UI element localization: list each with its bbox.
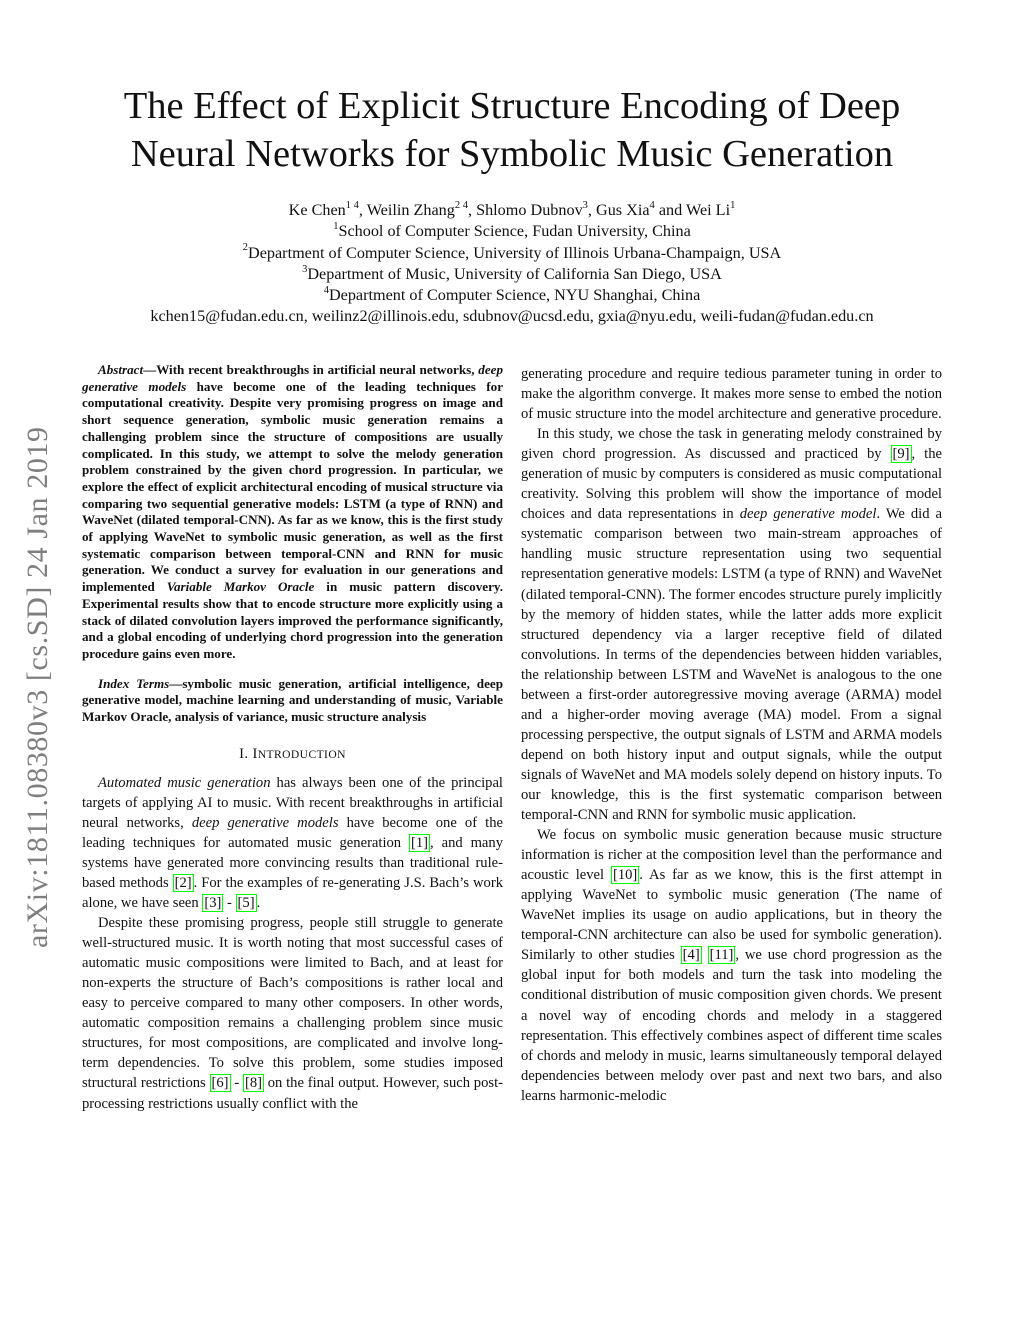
affil-text: Department of Computer Science, University of Illinois Urbana-Champaign, USA [248, 243, 782, 262]
intro-paragraph-1 [82, 773, 503, 913]
body-text [702, 947, 708, 963]
author-name: Ke Chen [288, 201, 346, 219]
section-heading-introduction [82, 744, 503, 765]
author-block [0, 200, 1024, 328]
title-line-2: Neural Networks for Symbolic Music Generation [130, 133, 894, 175]
title-line-1: The Effect of Explicit Structure Encoding of Deep [123, 85, 901, 127]
abstract-paragraph [82, 362, 503, 663]
right-paragraph-1 [521, 424, 942, 825]
abstract-label: Abstract [98, 362, 144, 377]
author-list [0, 200, 1024, 221]
separator: , [358, 201, 367, 219]
citation-link[interactable]: [10] [612, 867, 638, 884]
citation-link[interactable]: [11] [709, 947, 734, 964]
abstract-emphasis: deep generative models [82, 362, 503, 394]
affiliation-4 [0, 285, 1024, 306]
affil-text: Department of Music, University of California San Diego, USA [307, 264, 722, 283]
body-text: - [230, 1075, 243, 1092]
affil-mark: 1 [333, 220, 339, 232]
abstract-emphasis: Variable Markov Oracle [166, 579, 315, 595]
citation-link[interactable]: [6] [211, 1075, 229, 1092]
right-column [521, 364, 942, 1106]
author-name: Gus Xia [596, 201, 650, 219]
citation-link[interactable]: [4] [682, 947, 700, 964]
affil-mark: 3 [302, 263, 308, 275]
citation-link[interactable]: [1] [411, 834, 429, 851]
citation-link[interactable]: [3] [204, 895, 222, 912]
affil-text: School of Computer Science, Fudan University, China [338, 222, 691, 241]
right-paragraph-continued: generating procedure and require tedious parameter tuning in order to make the algorithm converge. It makes more sense to embed the notion of music structure into the model architecture and generative procedure. [521, 366, 942, 423]
affiliation-2 [0, 243, 1024, 264]
author-affil-mark: 3 [582, 199, 588, 211]
body-text: We focus on symbolic music generation because music structure information is richer at the composition level than the performance and acoustic level [521, 827, 942, 884]
citation-link[interactable]: [9] [892, 446, 910, 463]
affil-text: Department of Computer Science, NYU Shanghai, China [328, 286, 701, 305]
author-affil-mark: 4 [649, 199, 655, 211]
abstract-text: have become one of the leading techniques for computational creativity. Despite very promising progress on image and short sequence generation, symbolic music generation remains a challenging problem since the structure of compositions are usually complicated. In this study, we attempt to solve the melody generation problem constrained by the given chord progression. In particular, we explore the effect of explicit architectural encoding of musical structure via comparing two sequential generative models: LSTM (a type of RNN) and WaveNet (dilated temporal-CNN). As far as we know, this is the first study of applying WaveNet to symbolic music generation, as well as the first systematic comparison between temporal-CNN and RNN for music generation. We conduct a survey for evaluation in our generations and implemented [82, 378, 504, 595]
body-text: . [256, 895, 261, 912]
author-name: Shlomo Dubnov [476, 201, 583, 219]
author-name: Wei Li [685, 201, 731, 219]
body-text: have become one of the leading techniques for automated music generation [82, 814, 503, 851]
abstract [82, 362, 503, 726]
separator: , [467, 201, 477, 219]
index-terms-text: —symbolic music generation, artificial intelligence, deep generative model, machine learning and understanding of music, Variable Markov Oracle, analysis of variance, music structure analysis [82, 675, 503, 725]
body-text: - [223, 895, 236, 912]
separator: , [587, 201, 597, 219]
body-text: has always been one of the principal targets of applying AI to music. With recent breakthroughs in artificial neural networks, [82, 774, 503, 831]
body-text: . We did a systematic comparison between two main-stream approaches of handling music structure representation using two sequential representation generative models: LSTM (a type of RNN) and WaveNet (dilated temporal-CNN). The former encodes structure purely implicitly by the memory of hidden states, while the latter adds more explicit structured dependency via a larger receptive field of dilated convolutions. In terms of the dependencies between hidden variables, the relationship between LSTM and WaveNet is analogous to the one between a first-order autoregressive moving average (ARMA) model and a higher-order moving average (MA) model. From a signal processing perspective, the output signals of LSTM and ARMA models depend on both history input and output signals, while the output signals of WaveNet and MA models solely depend on history inputs. To our knowledge, this is the first systematic comparison between temporal-CNN and RNN for symbolic music application. [521, 506, 942, 824]
paper-title [0, 82, 1024, 178]
affiliation-3 [0, 264, 1024, 285]
left-column [82, 362, 503, 1114]
body-text: , we use chord progression as the global input for both models and turn the task into modeling the conditional distribution of music composition given chords. We present a novel way of encoding chords and melody in a staggered representation. This effectively combines aspect of different time scales of chords and melody in music, learns simultaneously temporal delayed dependencies between melody over past and next two bars, and also learns harmonic-melodic [521, 947, 942, 1104]
section-title-rest: NTRODUCTION [257, 747, 346, 761]
abstract-text: in music pattern discovery. Experimental results show that to encode structure more explicitly using a stack of dilated convolution layers improved the performance significantly, and a global encoding of underlying chord progression into the generation procedure gains even more. [82, 579, 503, 661]
body-text: Despite these promising progress, people still struggle to generate well-structured music. It is worth noting that most successful cases of automatic music compositions were limited to Bach, and at least for non-experts the structure of Bach’s compositions is rather local and easy to perceive compared to many other composers. In other words, automatic composition remains a challenging problem since music structures, for most compositions, are complicated and involve long-term dependencies. To solve this problem, some studies imposed structural restrictions [82, 915, 503, 1092]
separator: and [654, 201, 686, 219]
affiliation-1 [0, 221, 1024, 242]
body-text: . For the examples of re-generating J.S. Bach’s work alone, we have seen [82, 875, 504, 912]
author-affil-mark: 1 4 [345, 199, 359, 211]
right-paragraph-2 [521, 825, 942, 1106]
author-affil-mark: 2 4 [454, 199, 468, 211]
index-terms [82, 676, 503, 726]
index-terms-label: Index Terms [98, 675, 170, 691]
body-text: , the generation of music by computers is considered as music computational creativity. Solving this problem will show the importance of model choices and data representations in [521, 446, 942, 523]
author-name: Weilin Zhang [366, 201, 455, 219]
citation-link[interactable]: [8] [244, 1075, 262, 1092]
emphasis: Automated music generation [98, 774, 271, 791]
body-text: , and many systems have generated more convincing results than traditional rule-based methods [82, 834, 503, 891]
emphasis: deep generative model [739, 506, 877, 523]
affil-mark: 2 [242, 242, 249, 254]
body-text: on the final output. However, such post-processing restrictions usually conflict with the [82, 1075, 503, 1112]
intro-paragraph-2 [82, 913, 503, 1113]
body-text: In this study, we chose the task in generating melody constrained by given chord progression. As discussed and practiced by [521, 426, 942, 463]
citation-link[interactable]: [5] [237, 895, 255, 912]
affil-mark: 4 [323, 284, 329, 296]
author-emails: kchen15@fudan.edu.cn, weilinz2@illinois.edu, sdubnov@ucsd.edu, gxia@nyu.edu, weili-fudan@fudan.edu.cn [150, 307, 874, 326]
arxiv-identifier: arXiv:1811.08380v3 [cs.SD] 24 Jan 2019 [21, 426, 54, 948]
section-numeral: I. [239, 745, 253, 762]
body-text: . As far as we know, this is the first attempt in applying WaveNet to symbolic music generation (The name of WaveNet implies its usage on audio applications, but in theory the temporal-CNN architecture can also be used for symbolic generation). Similarly to other studies [521, 867, 942, 964]
author-affil-mark: 1 [730, 199, 736, 211]
abstract-text: —With recent breakthroughs in artificial neural networks, [143, 362, 479, 377]
citation-link[interactable]: [2] [174, 875, 192, 891]
emphasis: deep generative models [191, 814, 339, 831]
section-title-initial: I [252, 745, 258, 762]
